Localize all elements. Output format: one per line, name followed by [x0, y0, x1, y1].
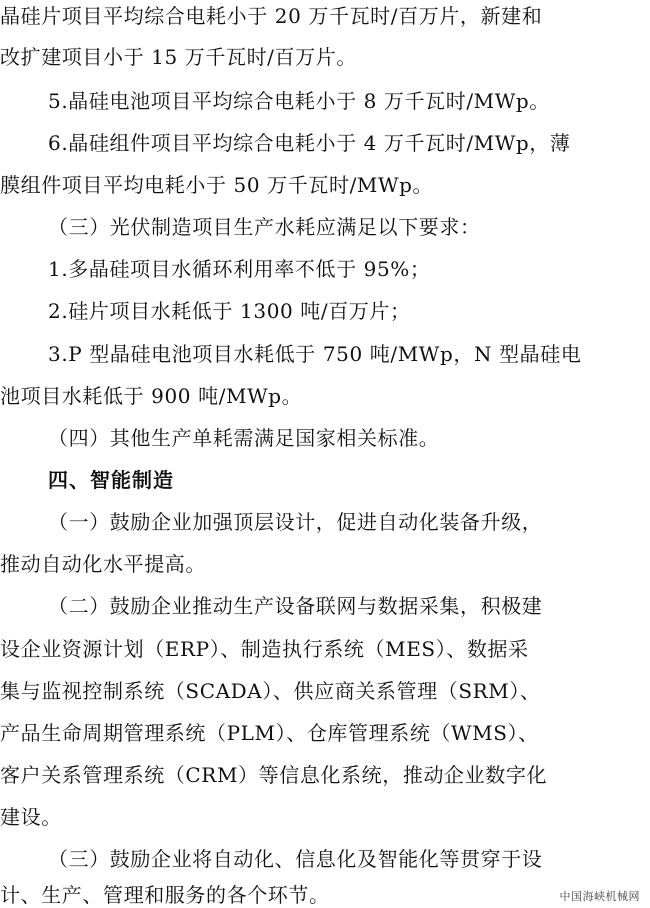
text-line: 产品生命周期管理系统（PLM）、仓库管理系统（WMS）、: [0, 721, 539, 745]
watermark-text: 中国海峡机械网: [559, 890, 640, 903]
text-line: （二）鼓励企业推动生产设备联网与数据采集，积极建: [48, 594, 543, 618]
text-line: （一）鼓励企业加强顶层设计，促进自动化装备升级，: [48, 510, 543, 534]
text-line: 池项目水耗低于 900 吨/MWp。: [0, 384, 303, 408]
text-line: 设企业资源计划（ERP）、制造执行系统（MES）、数据采: [0, 637, 529, 661]
text-line: 集与监视控制系统（SCADA）、供应商关系管理（SRM）、: [0, 679, 541, 703]
text-line: 1.多晶硅项目水循环利用率不低于 95%；: [48, 257, 431, 281]
text-line: 计、生产、管理和服务的各个环节。: [0, 883, 330, 907]
text-line: 推动自动化水平提高。: [0, 552, 206, 576]
text-line: 改扩建项目小于 15 万千瓦时/百万片。: [0, 45, 357, 69]
text-line: （三）鼓励企业将自动化、信息化及智能化等贯穿于设: [48, 847, 543, 871]
text-line: 6.晶硅组件项目平均综合电耗小于 4 万千瓦时/MWp，薄: [48, 131, 571, 155]
text-line: 3.P 型晶硅电池项目水耗低于 750 吨/MWp，N 型晶硅电: [48, 342, 582, 366]
text-line: 5.晶硅电池项目平均综合电耗小于 8 万千瓦时/MWp。: [48, 89, 550, 113]
section-heading: 四、智能制造: [48, 468, 174, 492]
section-subheading: （三）光伏制造项目生产水耗应满足以下要求：: [48, 215, 481, 239]
text-line: 客户关系管理系统（CRM）等信息化系统，推动企业数字化: [0, 763, 548, 787]
text-line: 2.硅片项目水耗低于 1300 吨/百万片；: [48, 299, 411, 323]
text-line: 晶硅片项目平均综合电耗小于 20 万千瓦时/百万片，新建和: [0, 4, 543, 28]
text-line: 膜组件项目平均电耗小于 50 万千瓦时/MWp。: [0, 173, 434, 197]
section-subheading: （四）其他生产单耗需满足国家相关标准。: [48, 426, 440, 450]
text-line: 建设。: [0, 805, 62, 829]
